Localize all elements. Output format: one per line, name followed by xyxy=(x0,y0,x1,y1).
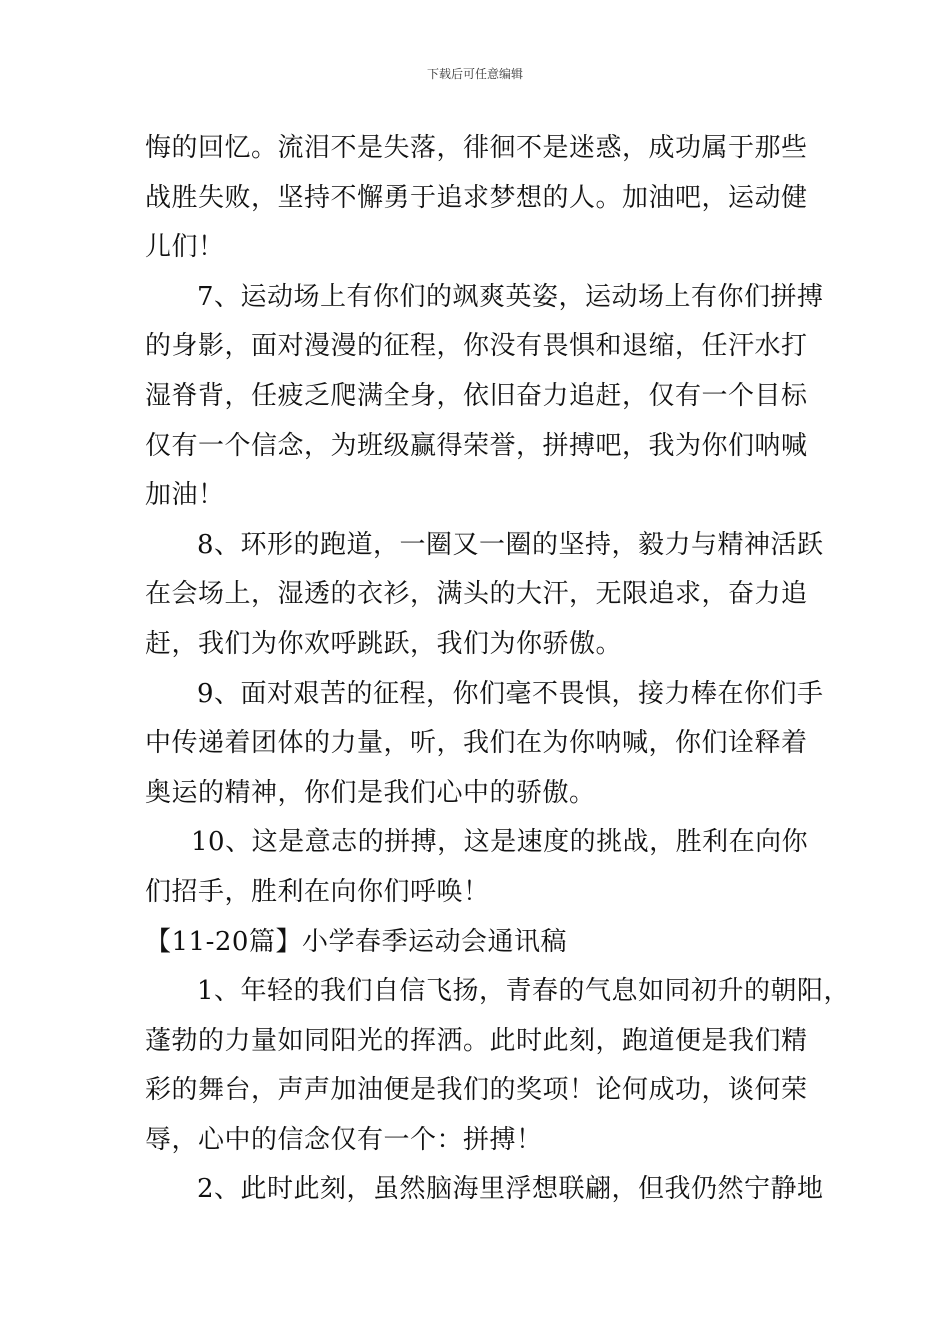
text-line: 彩的舞台，声声加油便是我们的奖项！论何成功，谈何荣 xyxy=(145,1075,808,1106)
text-line: 加油！ xyxy=(145,480,225,511)
text-line: 仅有一个信念，为班级赢得荣誉，拼搏吧，我为你们呐喊 xyxy=(145,430,808,461)
paragraph-10-start: 10、这是意志的拼搏，这是速度的挑战，胜利在向你 xyxy=(191,827,809,858)
page-header: 下载后可任意编辑 xyxy=(426,67,523,81)
document-body xyxy=(145,124,851,1215)
text-line: 的身影，面对漫漫的征程，你没有畏惧和退缩，任汗水打 xyxy=(145,331,808,362)
text-line: 在会场上，湿透的衣衫，满头的大汗，无限追求，奋力追 xyxy=(145,579,808,610)
text-line: 奥运的精神，你们是我们心中的骄傲。 xyxy=(145,777,596,808)
text-line: 蓬勃的力量如同阳光的挥洒。此时此刻，跑道便是我们精 xyxy=(145,1025,808,1056)
text-line: 赶，我们为你欢呼跳跃，我们为你骄傲。 xyxy=(145,628,623,659)
paragraph-1-start: 1、年轻的我们自信飞扬，青春的气息如同初升的朝阳， xyxy=(197,976,851,1007)
paragraph-8-start: 8、环形的跑道，一圈又一圈的坚持，毅力与精神活跃 xyxy=(197,529,824,560)
paragraph-9-start: 9、面对艰苦的征程，你们毫不畏惧，接力棒在你们手 xyxy=(197,678,824,709)
text-line: 中传递着团体的力量，听，我们在为你呐喊，你们诠释着 xyxy=(145,728,808,759)
text-line: 儿们！ xyxy=(145,232,225,263)
text-line: 战胜失败，坚持不懈勇于追求梦想的人。加油吧，运动健 xyxy=(145,182,808,213)
text-line: 辱，心中的信念仅有一个：拼搏！ xyxy=(145,1124,543,1155)
text-line: 湿脊背，任疲乏爬满全身，依旧奋力追赶，仅有一个目标 xyxy=(145,380,808,411)
section-heading: 【11-20篇】小学春季运动会通讯稿 xyxy=(145,926,567,957)
text-line: 悔的回忆。流泪不是失落，徘徊不是迷惑，成功属于那些 xyxy=(145,133,808,163)
text-line: 们招手，胜利在向你们呼唤！ xyxy=(145,876,490,907)
paragraph-2-start: 2、此时此刻，虽然脑海里浮想联翩，但我仍然宁静地 xyxy=(197,1174,824,1205)
paragraph-7-start: 7、运动场上有你们的飒爽英姿，运动场上有你们拼搏 xyxy=(197,281,824,312)
